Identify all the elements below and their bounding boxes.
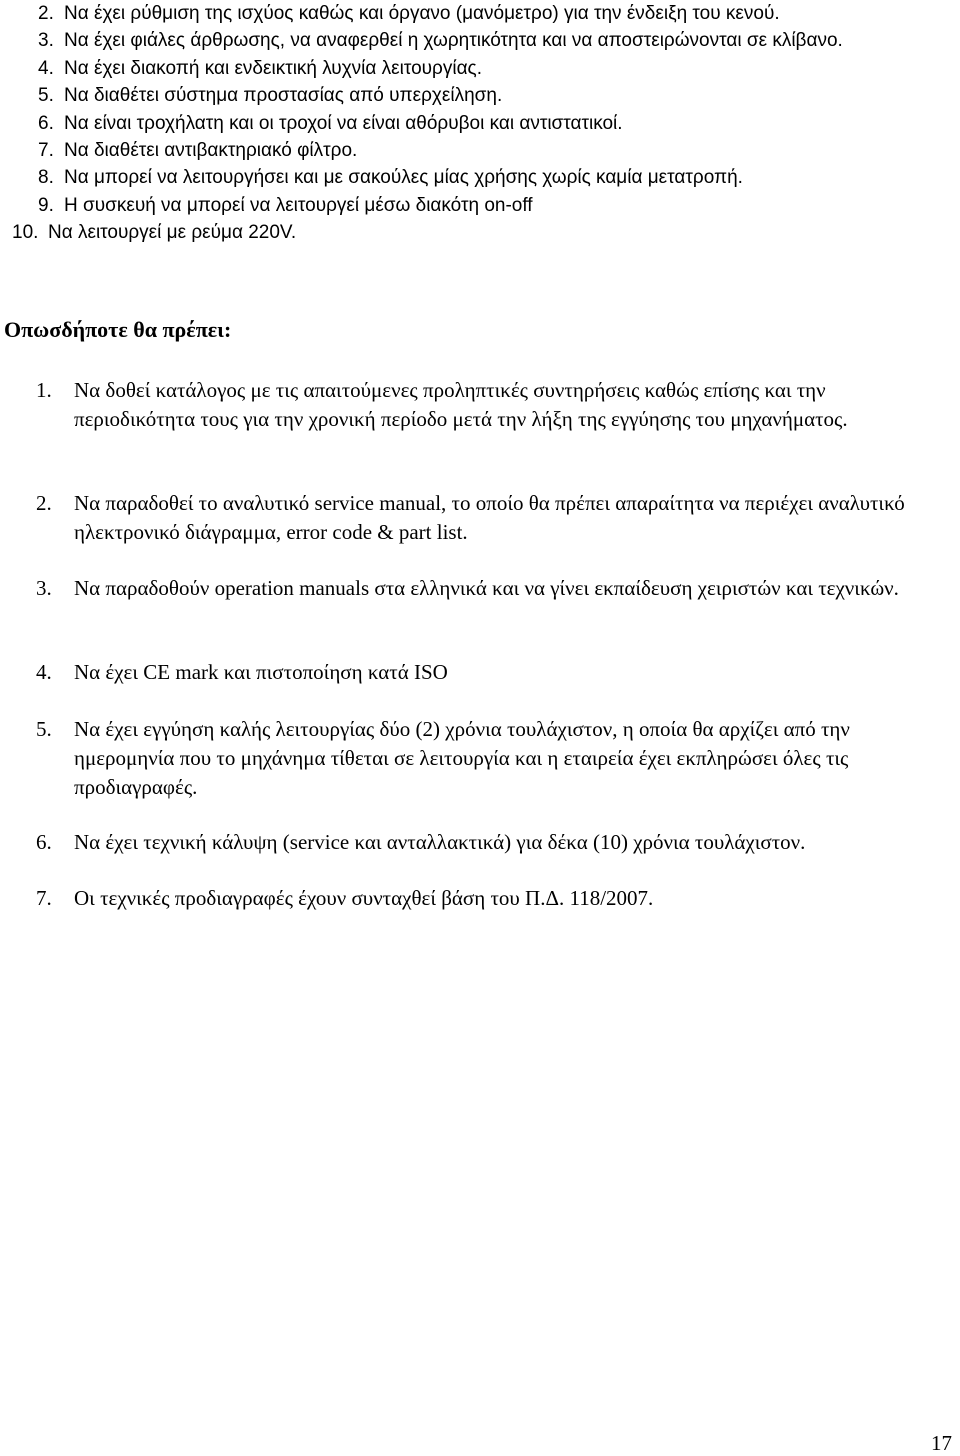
item-text: Να έχει εγγύηση καλής λειτουργίας δύο (2) χρόνια τουλάχιστον, η οποία θα αρχίζει από την ημερομηνία που το μηχάνημα τίθεται σε λειτουργία και η εταιρεία έχει εκπληρώσει όλες τις προδιαγραφές. bbox=[74, 717, 850, 799]
item-text: Να λειτουργεί με ρεύμα 220V. bbox=[48, 222, 297, 244]
section-heading: Οπωσδήποτε θα πρέπει: bbox=[4, 317, 232, 342]
item-number: 5. bbox=[38, 85, 54, 107]
list-item bbox=[36, 715, 946, 802]
item-number: 6. bbox=[36, 830, 52, 854]
list-item bbox=[38, 137, 938, 164]
item-text: Να είναι τροχήλατη και οι τροχοί να είναι αθόρυβοι και αντιστατικοί. bbox=[64, 112, 623, 134]
item-number: 10. bbox=[12, 222, 39, 244]
item-text: Η συσκευή να μπορεί να λειτουργεί μέσω διακότη on-off bbox=[64, 194, 533, 216]
item-text: Να έχει διακοπή και ενδεικτική λυχνία λειτουργίας. bbox=[64, 57, 482, 79]
item-number: 9. bbox=[38, 194, 54, 216]
item-number: 6. bbox=[38, 112, 54, 134]
item-text: Να έχει CE mark και πιστοποίηση κατά ISO bbox=[74, 660, 448, 684]
item-text: Να έχει φιάλες άρθρωσης, να αναφερθεί η χωρητικότητα και να αποστειρώνονται σε κλίβανο. bbox=[64, 30, 843, 52]
item-text: Να έχει τεχνική κάλυψη (service και ανταλλακτικά) για δέκα (10) χρόνια τουλάχιστον. bbox=[74, 830, 806, 854]
item-number: 4. bbox=[38, 57, 54, 79]
item-text: Να έχει ρύθμιση της ισχύος καθώς και όργανο (μανόμετρο) για την ένδειξη του κενού. bbox=[64, 3, 780, 24]
item-text: Να παραδοθούν operation manuals στα ελληνικά και να γίνει εκπαίδευση χειριστών και τεχνικών. bbox=[74, 576, 899, 600]
list-item bbox=[38, 27, 938, 54]
item-number: 5. bbox=[36, 717, 52, 741]
item-text: Να δοθεί κατάλογος με τις απαιτούμενες προληπτικές συντηρήσεις καθώς επίσης και την περιοδικότητα τους για την χρονική περίοδο μετά την λήξη της εγγύησης του μηχανήματος. bbox=[74, 378, 848, 431]
list-item bbox=[38, 82, 938, 109]
list-item bbox=[36, 658, 946, 687]
item-number: 8. bbox=[38, 167, 54, 189]
list-item bbox=[36, 884, 946, 913]
item-number: 3. bbox=[36, 576, 52, 600]
item-number: 2. bbox=[38, 3, 54, 24]
list-item bbox=[38, 110, 938, 137]
item-text: Οι τεχνικές προδιαγραφές έχουν συνταχθεί βάση του Π.Δ. 118/2007. bbox=[74, 886, 654, 910]
item-number: 4. bbox=[36, 660, 52, 684]
item-text: Να παραδοθεί το αναλυτικό service manual, το οποίο θα πρέπει απαραίτητα να περιέχει αναλυτικό ηλεκτρονικό διάγραμμα, error code & part list. bbox=[74, 491, 905, 544]
list-item bbox=[38, 55, 938, 82]
list-item bbox=[12, 219, 938, 246]
item-number: 7. bbox=[36, 886, 52, 910]
item-number: 2. bbox=[36, 491, 52, 515]
item-text: Να διαθέτει σύστημα προστασίας από υπερχείληση. bbox=[64, 85, 503, 107]
list-item bbox=[38, 0, 938, 27]
item-text: Να διαθέτει αντιβακτηριακό φίλτρο. bbox=[64, 140, 358, 162]
list-item bbox=[36, 574, 946, 603]
item-text: Να μπορεί να λειτουργήσει και με σακούλες μίας χρήσης χωρίς καμία μετατροπή. bbox=[64, 167, 743, 189]
item-number: 1. bbox=[36, 378, 52, 402]
list-item bbox=[36, 828, 946, 857]
requirements-list bbox=[12, 0, 938, 247]
item-number: 7. bbox=[38, 140, 54, 162]
list-item bbox=[36, 376, 946, 434]
item-number: 3. bbox=[38, 30, 54, 52]
list-item bbox=[38, 192, 938, 219]
page-number: 17 bbox=[931, 1431, 952, 1455]
list-item bbox=[38, 164, 938, 191]
list-item bbox=[36, 489, 946, 547]
